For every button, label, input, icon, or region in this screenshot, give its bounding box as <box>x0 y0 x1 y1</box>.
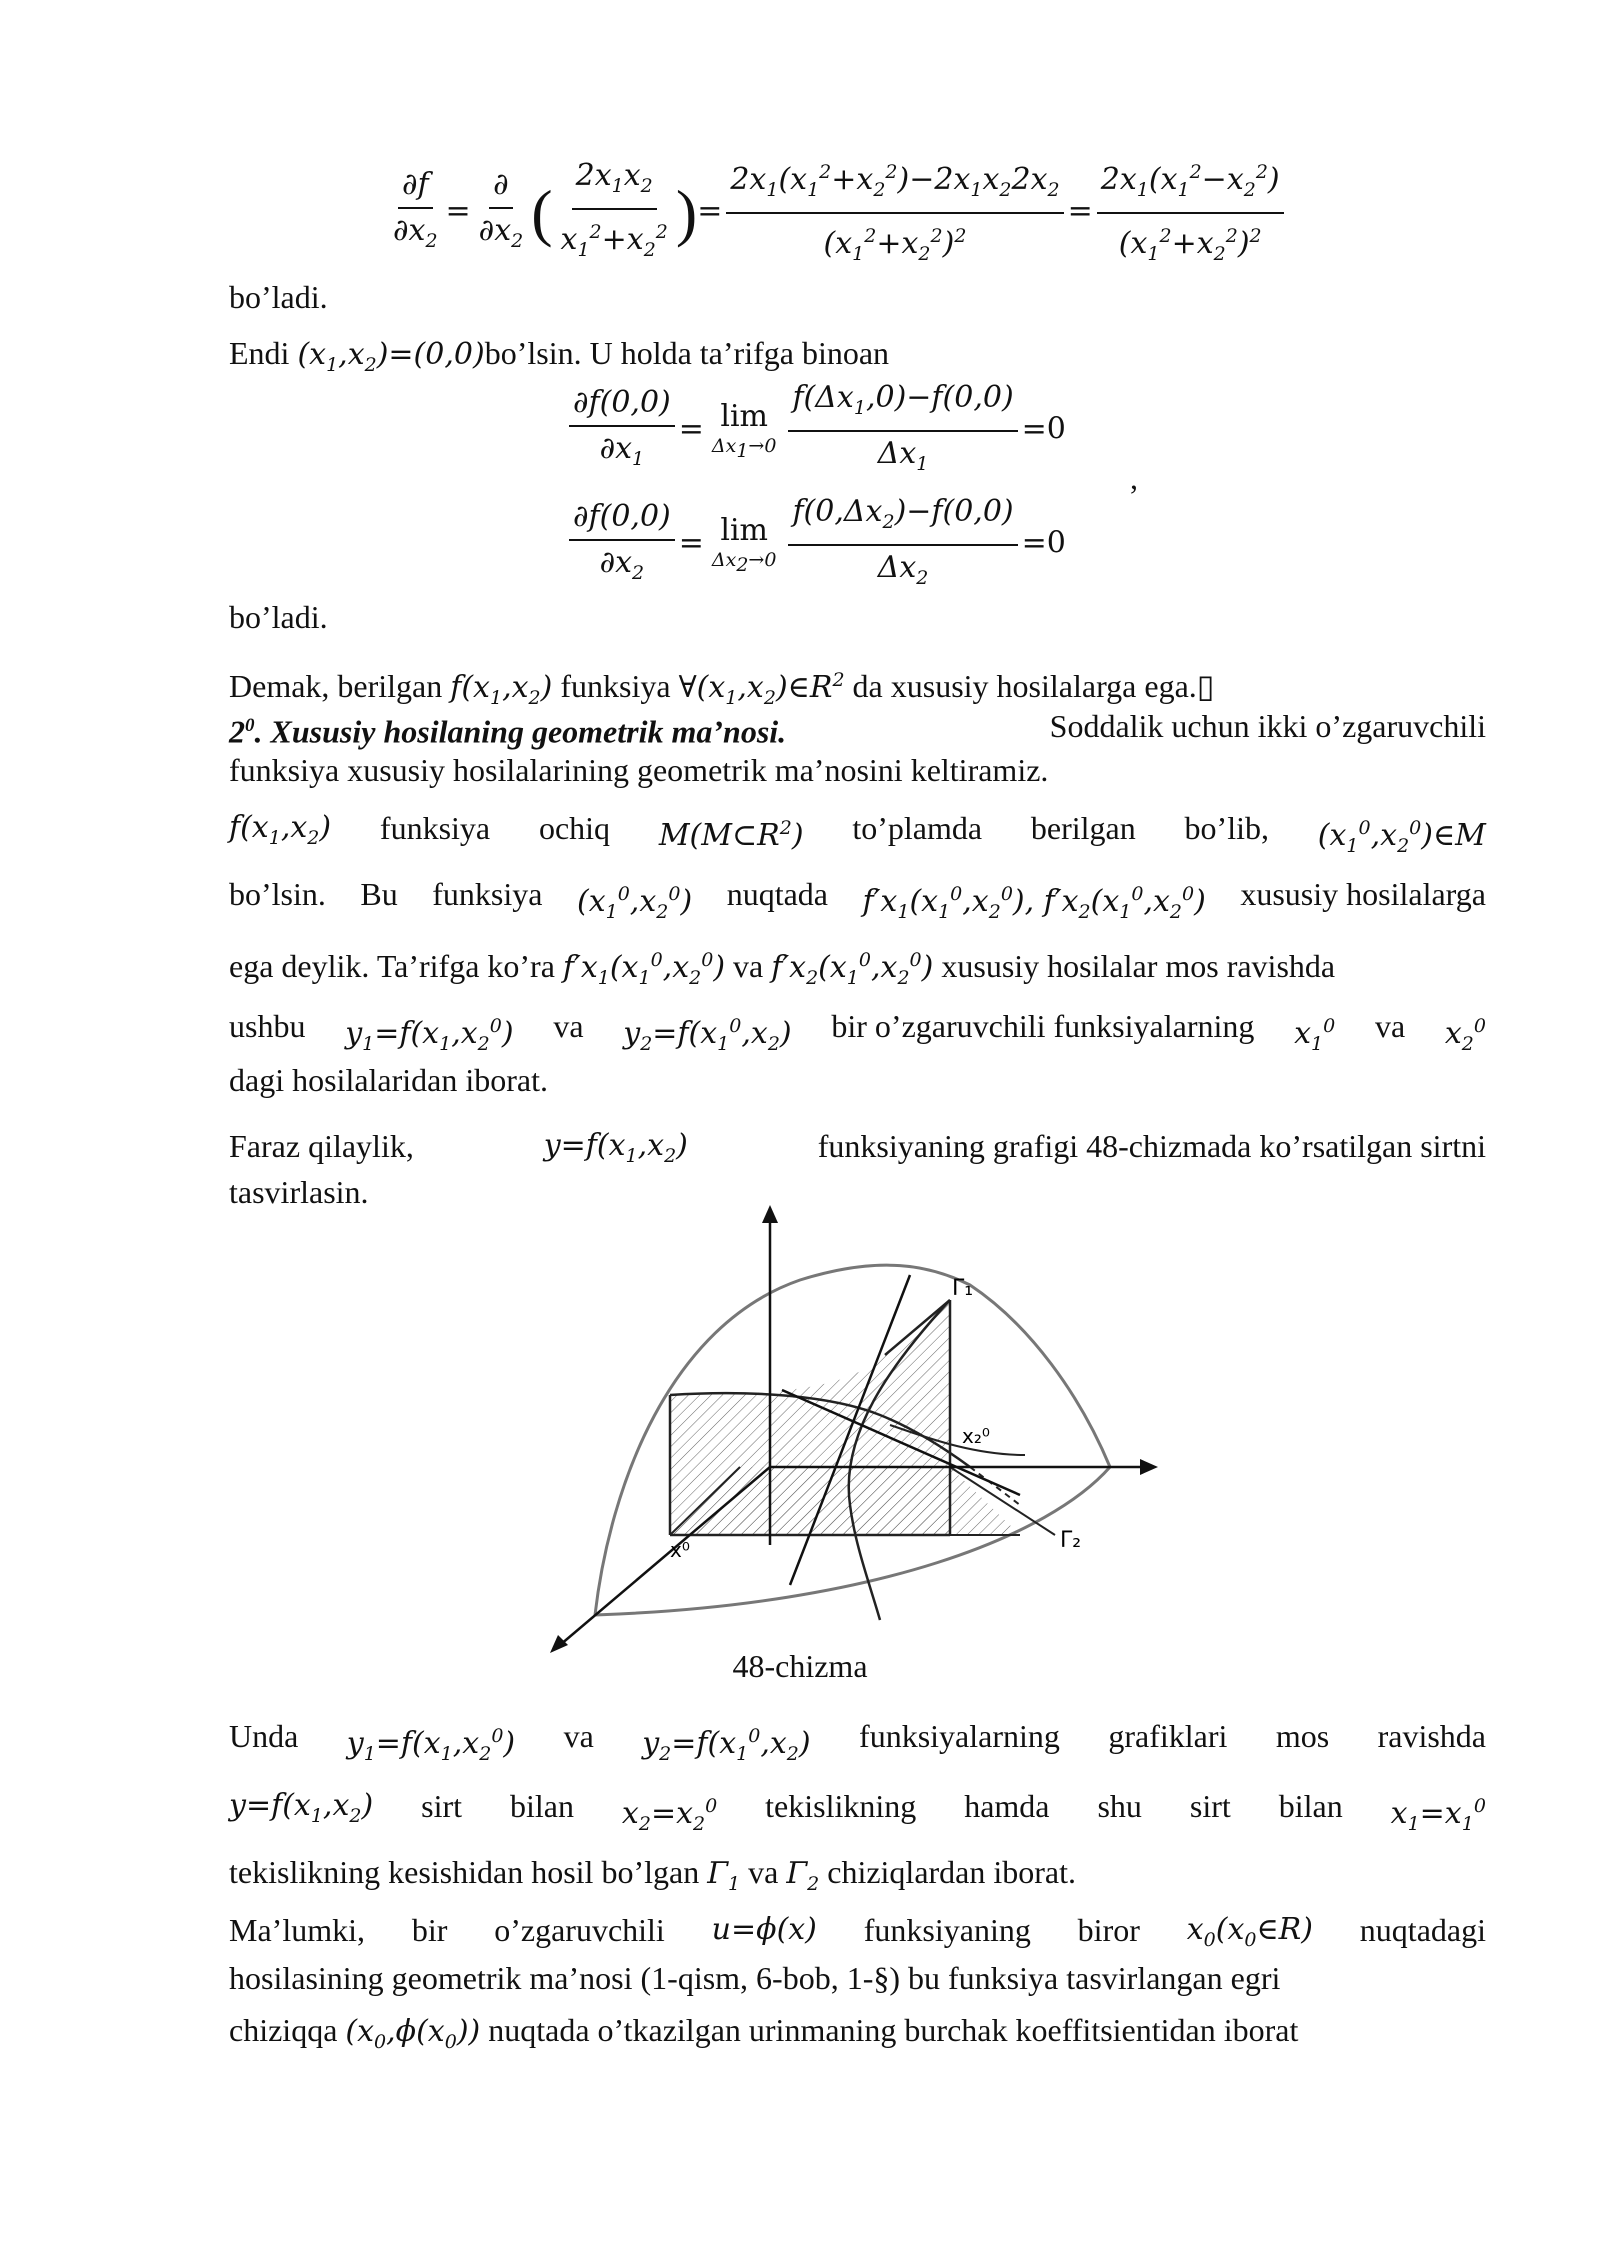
section-text: funksiya xususiy hosilalarining geometrik ma’nosini keltiramiz. <box>229 752 1049 788</box>
text-boladi-2: bo’ladi. <box>229 599 328 635</box>
para-unda-3: tekislikning kesishidan hosil bo’lgan $\Gamma_1$ va $\Gamma_2$ chiziqlardan iborat. <box>229 1854 1077 1895</box>
label-x2-zero: x₂⁰ <box>962 1424 990 1448</box>
para-malumki-3: chiziqqa $(x_0,\phi(x_0))$ nuqtada o’tkazilgan urinmaning burchak koeffitsientidan iborat <box>229 2012 1299 2053</box>
para-unda-2: $y=f(x_1,x_2)$ sirt bilan $x_2=x_2^0$ tekislikning hamda shu sirt bilan $x_1=x_1^0$ <box>229 1788 1486 1835</box>
para-1: $f(x_1,x_2)$ funksiya ochiq $M(M\subset R^2)$ to’plamda berilgan bo’lib, $(x_1^0,x_2^0)\in M$ <box>229 810 1486 857</box>
figure-48 <box>550 1205 1180 1665</box>
formula-comma: , <box>1130 460 1138 496</box>
formula-limit-x1: $\frac{\partial f(0,0)}{\partial x_1}$ = lim $\Delta x_1\to 0$ $\frac{f(\Delta x_1,0)-f(0,0)}{\Delta x_1}$ =0 <box>565 378 1185 478</box>
formula-limit-x2: $\frac{\partial f(0,0)}{\partial x_2}$ = lim $\Delta x_2\to 0$ $\frac{f(0,\Delta x_2)-f(0,0)}{\Delta x_2}$ =0 <box>565 492 1185 592</box>
label-gamma1: Γ₁ <box>952 1276 974 1301</box>
para-6: Faraz qilaylik, $y=f(x_1,x_2)$ funksiyaning grafigi 48-chizmada ko’rsatilgan sirtni <box>229 1128 1486 1167</box>
label-x1-zero: x⁰ <box>670 1538 690 1562</box>
para-5: dagi hosilalaridan iborat. <box>229 1062 549 1098</box>
label-gamma2: Γ₂ <box>1060 1528 1082 1553</box>
section-heading: $2^0$. Xususiy hosilaning geometrik ma’nosi. Soddalik uchun ikki o’zgaruvchili <box>229 708 1486 750</box>
text-endi: Endi $(x_1,x_2)=(0,0)bo’lsin$. U holda ta’rifga binoan <box>229 335 890 376</box>
figure-caption: 48-chizma <box>732 1648 868 1684</box>
para-malumki-1: Ma’lumki, bir o’zgaruvchili u=ϕ(x) funksiyaning biror $x_0(x_0\in R)$ nuqtadagi <box>229 1912 1486 1951</box>
para-4: ushbu $y_1=f(x_1,x_2^0)$ va $y_2=f(x_1^0,x_2)$ bir o’zgaruvchili funksiyalarning $x_1^0$ va $x_2^0$ <box>229 1008 1486 1055</box>
para-malumki-2: hosilasining geometrik ma’nosi (1-qism, 6-bob, 1-§) bu funksiya tasvirlangan egri <box>229 1960 1281 1996</box>
formula-partial-x2: $\frac{\partial f}{\partial x_2}$ = $\frac{\partial}{\partial x_2}$ ( $\frac{2x_1x_2}{x_1^2+x_2^2}$ )= $\frac{2x_1(x_1^2+x_2^2)-2x_1x_22x_2}{(x_1^2+x_2^2)^2}$ = $\frac{2x_1(x_1^2-x_2^2)}{(x_1^2+x_2^2)^2}$ <box>385 152 1385 272</box>
para-2: bo’lsin. Bu funksiya $(x_1^0,x_2^0)$ nuqtada $f'x_1(x_1^0,x_2^0)$, $f'x_2(x_1^0,x_2^0)$ xususiy hosilalarga <box>229 876 1486 923</box>
text-demak: Demak, berilgan $f(x_1,x_2)$ funksiya $\forall(x_1,x_2)\in R^2$ da xususiy hosilalarga ega.▯ <box>229 668 1215 709</box>
text-boladi-1: bo’ladi. <box>229 279 328 315</box>
para-7: tasvirlasin. <box>229 1174 369 1210</box>
para-3: ega deylik. Ta’rifga ko’ra $f'x_1(x_1^0,x_2^0)$ va $f'x_2(x_1^0,x_2^0)$ xususiy hosilalar mos ravishda <box>229 948 1336 989</box>
para-unda-1: Unda $y_1=f(x_1,x_2^0)$ va $y_2=f(x_1^0,x_2)$ funksiyalarning grafiklari mos ravishda <box>229 1718 1486 1765</box>
